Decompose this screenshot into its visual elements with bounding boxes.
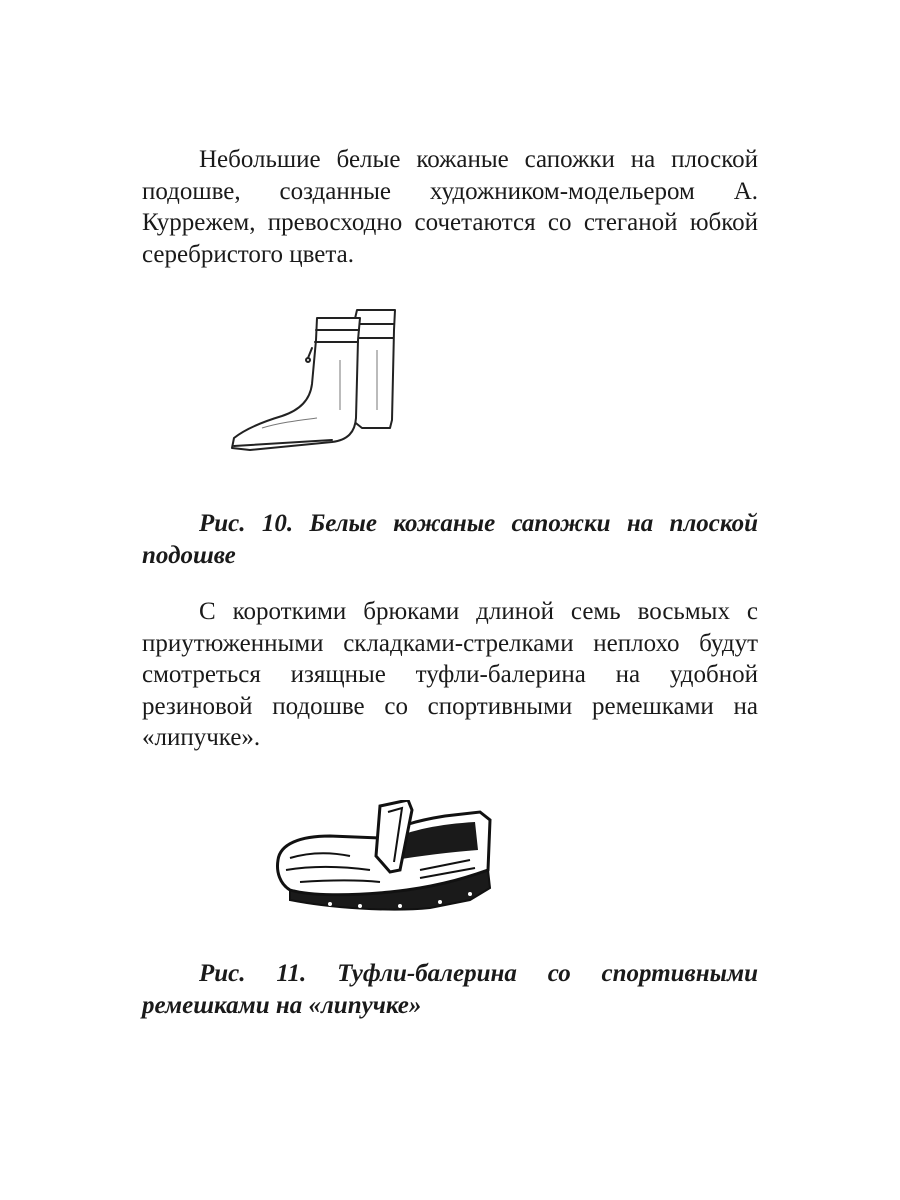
figure-11-caption: Рис. 11. Туфли-балерина со спортивными ремешками на «липучке»: [142, 960, 758, 1019]
figure-10-boots: [222, 300, 412, 455]
figure-10-caption: Рис. 10. Белые кожаные сапожки на плоской подошве: [142, 510, 758, 569]
ballerina-shoe-illustration: [270, 800, 495, 920]
figure-11-shoe: [270, 800, 495, 920]
boots-illustration: [222, 300, 412, 455]
paragraph-1: Небольшие белые кожаные сапожки на плоской подошве, созданные художником-модельером А. Куррежем, превосходно сочетаются со стеганой юбкой серебристого цвета.: [142, 146, 758, 268]
paragraph-2: С короткими брюками длиной семь восьмых с приутюженными складками-стрелками неплохо будут смотреться изящные туфли-балерина на удобной резиновой подошве со спортивными ремешками на «липучке».: [142, 598, 758, 751]
